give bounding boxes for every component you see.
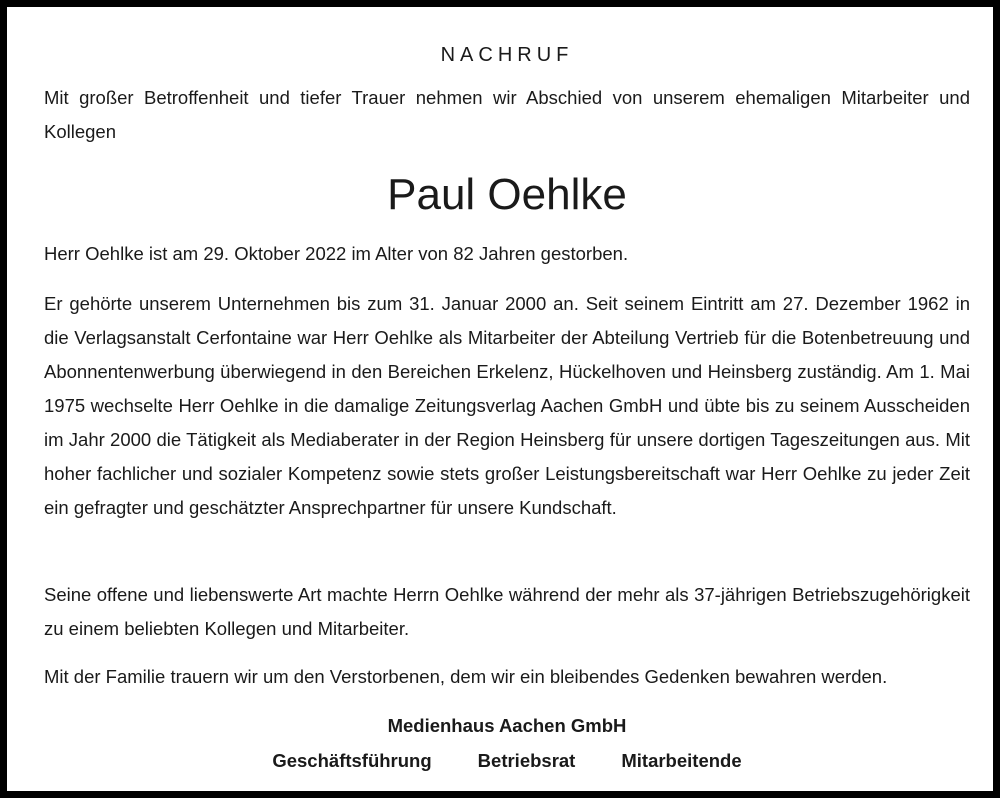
obituary-heading: NACHRUF (440, 44, 574, 66)
signer-management: Geschäftsführung (272, 750, 432, 771)
deceased-name: Paul Oehlke (387, 170, 627, 219)
company-name: Medienhaus Aachen GmbH (387, 715, 627, 736)
signer-works-council: Betriebsrat (477, 750, 576, 771)
character-paragraph: Seine offene und liebenswerte Art machte Herrn Oehlke während der mehr als 37-jährigen Betriebszugehörigkeit zu einem beliebten Kollegen und Mitarbeiter. (44, 584, 970, 639)
signers-row (7, 747, 1000, 775)
death-statement: Herr Oehlke ist am 29. Oktober 2022 im Alter von 82 Jahren gestorben. (44, 243, 629, 264)
career-paragraph: Er gehörte unserem Unternehmen bis zum 31. Januar 2000 an. Seit seinem Eintritt am 27. Dezember 1962 in die Verlagsanstalt Cerfontaine war Herr Oehlke als Mitarbeiter der Abteilung Vertrieb für die Botenbetreuung und Abonnentenwerbung überwiegend in den Bereichen Erkelenz, Hückelhoven und Heinsberg zuständig. Am 1. Mai 1975 wechselte Herr Oehlke in die damalige Zeitungsverlag Aachen GmbH und übte bis zu seinem Ausscheiden im Jahr 2000 die Tätigkeit als Mediaberater in der Region Heinsberg für unsere dortigen Tageszeitungen aus. Mit hoher fachlicher und sozialer Kompetenz sowie stets großer Leistungsbereitschaft war Herr Oehlke zu jeder Zeit ein gefragter und geschätzter Ansprechpartner für unsere Kundschaft. (44, 293, 970, 518)
intro-text: Mit großer Betroffenheit und tiefer Trauer nehmen wir Abschied von unserem ehemaligen Mitarbeiter und Kollegen (44, 87, 970, 142)
closing-paragraph: Mit der Familie trauern wir um den Verstorbenen, dem wir ein bleibendes Gedenken bewahren werden. (44, 666, 888, 687)
signer-employees: Mitarbeitende (621, 750, 742, 771)
